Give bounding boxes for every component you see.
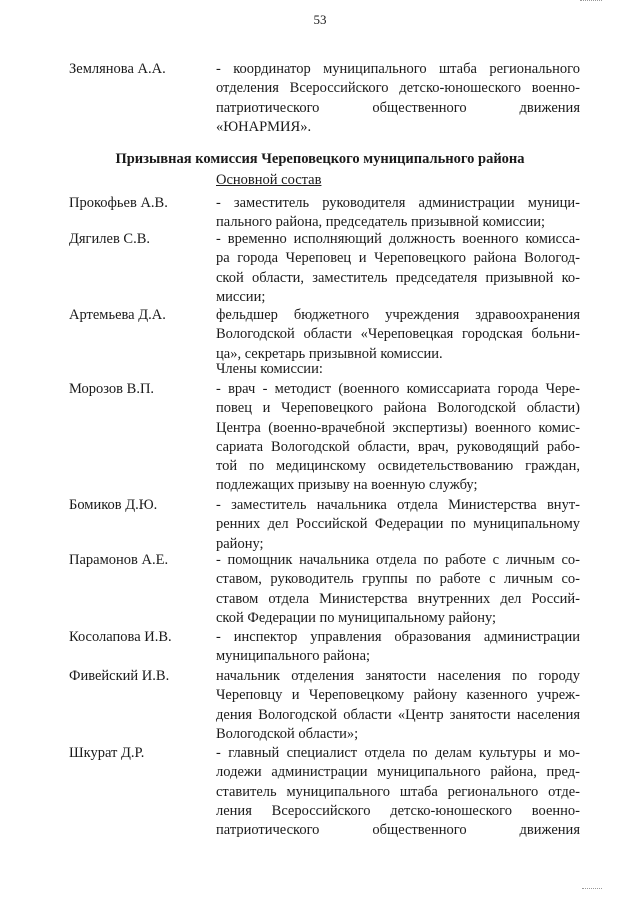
entry-name: Шкурат Д.Р.: [69, 745, 145, 761]
description-line: Череповцу и Череповецкому району казенного учреж-: [216, 687, 580, 704]
description-line: миссии;: [216, 288, 266, 305]
description-line: ления Всероссийского детско-юношеского военно-: [216, 802, 580, 819]
description-line: ра города Череповец и Череповецкого района Вологод-: [216, 250, 580, 267]
description-line: фельдшер бюджетного учреждения здравоохранения: [216, 307, 580, 323]
entry-description: [216, 306, 580, 364]
page-number: 53: [313, 12, 327, 27]
entry-description: [216, 380, 580, 496]
description-line: Центра (военно-врачебной экспертизы) военного комис-: [216, 419, 580, 436]
description-line: пального района, председатель призывной комиссии;: [216, 214, 546, 231]
description-line: - врач - методист (военного комиссариата города Чере-: [216, 381, 580, 397]
description-line: патриотического общественного движения: [216, 822, 580, 839]
members-label: Члены комиссии:: [216, 361, 323, 377]
entry-description: [216, 667, 580, 744]
description-line: - заместитель начальника отдела Министерства внут-: [216, 497, 580, 513]
subheading-main-composition: Основной состав: [216, 172, 322, 188]
description-line: ставом отдела Министерства внутренних дел Россий-: [216, 590, 580, 607]
entry-name: Землянова А.А.: [69, 61, 166, 77]
description-line: ца», секретарь призывной комиссии.: [216, 345, 443, 362]
entry-name: Парамонов А.Е.: [69, 552, 169, 568]
entry-description: [216, 628, 580, 667]
description-line: - помощник начальника отдела по работе с личным со-: [216, 552, 580, 568]
description-line: подлежащих призыву на военную службу;: [216, 477, 478, 494]
description-line: повец и Череповецкого района Вологодской области): [216, 400, 580, 417]
description-line: ренних дел Российской Федерации по муниципальному: [216, 516, 580, 533]
entry-name: Артемьева Д.А.: [69, 307, 166, 323]
description-line: ской Федерации по муниципальному району;: [216, 609, 497, 626]
description-line: лодежи администрации муниципального района, пред-: [216, 764, 580, 781]
description-line: дения Вологодской области «Центр занятости населения: [216, 706, 580, 723]
scan-corner-mark-bottom: [582, 888, 602, 889]
description-line: ской области, заместитель председателя призывной ко-: [216, 269, 580, 286]
description-line: - заместитель руководителя администрации муници-: [216, 195, 580, 211]
description-line: «ЮНАРМИЯ».: [216, 118, 312, 135]
description-line: - координатор муниципального штаба регионального: [216, 61, 580, 77]
description-line: - инспектор управления образования администрации: [216, 629, 580, 645]
section-title: Призывная комиссия Череповецкого муниципального района: [115, 151, 525, 167]
description-line: Вологодской области «Череповецкая городская больни-: [216, 326, 580, 343]
description-line: патриотического общественного движения: [216, 99, 580, 116]
scan-corner-mark: [580, 0, 602, 1]
entry-description: [216, 194, 580, 233]
description-line: той по медицинскому освидетельствованию граждан,: [216, 458, 580, 475]
description-line: муниципального района;: [216, 648, 371, 665]
description-line: сариата Вологодской области, врач, руководящий рабо-: [216, 438, 580, 455]
entry-name: Косолапова И.В.: [69, 629, 172, 645]
entry-description: [216, 744, 580, 840]
entry-description: [216, 60, 580, 137]
entry-description: [216, 551, 580, 628]
entry-name: Морозов В.П.: [69, 381, 155, 397]
entry-description: [216, 496, 580, 554]
description-line: району;: [216, 535, 264, 552]
description-line: отделения Всероссийского детско-юношеского военно-: [216, 80, 580, 97]
description-line: - главный специалист отдела по делам культуры и мо-: [216, 745, 580, 761]
description-line: ставитель муниципального штаба регионального отде-: [216, 783, 580, 800]
description-line: начальник отделения занятости населения по городу: [216, 668, 580, 684]
description-line: ставом, руководитель группы по работе с личным со-: [216, 571, 580, 588]
description-line: Вологодской области»;: [216, 725, 359, 742]
entry-name: Бомиков Д.Ю.: [69, 497, 158, 513]
entry-name: Прокофьев А.В.: [69, 195, 168, 211]
entry-name: Дягилев С.В.: [69, 231, 151, 247]
description-line: - временно исполняющий должность военного комисса-: [216, 231, 580, 247]
entry-description: [216, 230, 580, 307]
entry-name: Фивейский И.В.: [69, 668, 170, 684]
